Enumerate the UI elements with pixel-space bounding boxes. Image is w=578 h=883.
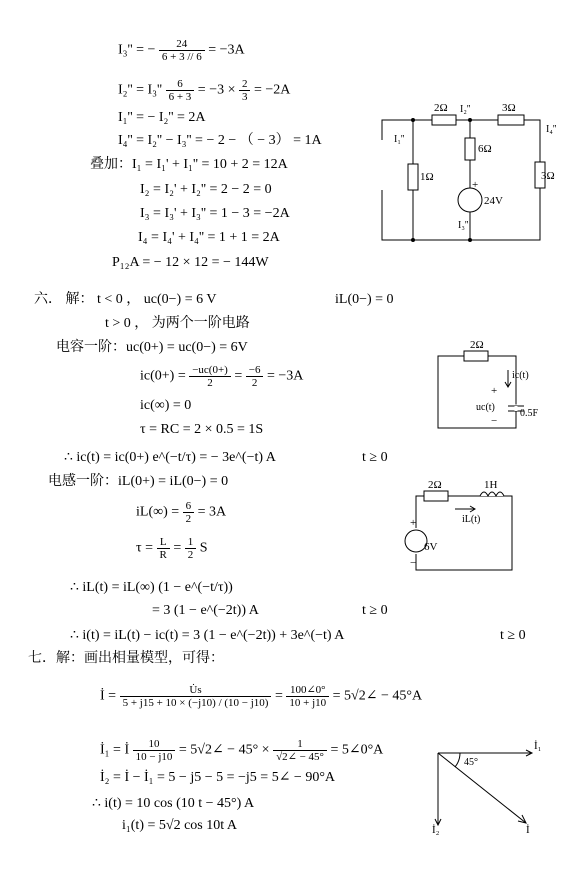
- resistor-3ohm-right-label: 3Ω: [541, 170, 555, 182]
- phasor-diagram: [430, 735, 560, 835]
- current-i1-label: I₁'': [394, 134, 405, 145]
- eq1-lhs: I₃'' = −: [118, 42, 156, 58]
- p6-line2: t > 0 ， 为两个一阶电路: [105, 316, 250, 331]
- p7-eqE: i₁(t) = 5√2 cos 10t A: [122, 818, 237, 833]
- rl-current-label: iL(t): [462, 514, 481, 525]
- phasor-i1-label: İ₁: [534, 740, 542, 752]
- p6-tau: τ = $\frac{L}{R}$ = $\frac{1}{2}$ S: [136, 536, 208, 561]
- p6-line12: = 3 (1 − e^(−2t)) A: [152, 603, 259, 618]
- eq-i4: I₄'' = I₂'' − I₃'' = − 2 − （ − 3） = 1A: [118, 133, 322, 148]
- p6-line12-cond: t ≥ 0: [362, 603, 388, 618]
- phasor-angle-label: 45°: [464, 757, 478, 768]
- p6-line13: ∴ i(t) = iL(t) − ic(t) = 3 (1 − e^(−2t)) + 3e^(−t) A: [70, 628, 345, 643]
- resistor-1ohm-label: 1Ω: [420, 171, 434, 183]
- rl-inductor-label: 1H: [484, 479, 498, 491]
- p7-eqC: İ₂ = İ − İ₁ = 5 − j5 − 5 = −j5 = 5∠ − 90°A: [100, 770, 336, 785]
- resistor-6ohm-label: 6Ω: [478, 143, 492, 155]
- p6-line7-cond: t ≥ 0: [362, 450, 388, 465]
- eq-superposition-i1: 叠加：I₁ = I₁' + I₁'' = 10 + 2 = 12A: [90, 157, 288, 172]
- p7-line1: 七．解：画出相量模型，可得：: [28, 651, 224, 666]
- eq-superposition-i2: I₂ = I₂' + I₂'' = 2 − 2 = 0: [140, 182, 272, 197]
- rc-current-label: ic(t): [512, 370, 529, 381]
- rl-source-label: 6V: [424, 541, 438, 553]
- current-i4-label: I₄'': [546, 124, 557, 135]
- rc-capacitor-label: 0.5F: [520, 408, 539, 419]
- circuit-diagram-rc: [436, 340, 556, 435]
- rc-voltage-label: uc(t): [476, 402, 495, 413]
- p6-line5: ic(∞) = 0: [140, 398, 192, 413]
- eq-superposition-i4: I₄ = I₄' + I₄'' = 1 + 1 = 2A: [138, 230, 280, 245]
- eq1-rhs: = −3A: [208, 42, 245, 58]
- rl-plus-label: +: [410, 517, 417, 529]
- resistor-2ohm-label: 2Ω: [434, 102, 448, 114]
- source-plus-label: +: [472, 179, 479, 191]
- rc-plus-label: +: [491, 385, 498, 397]
- p6-line1: 六． 解： t < 0 ， uc(0−) = 6 V: [34, 292, 217, 307]
- p7-eqB: İ₁ = İ $\frac{10}{10 - j10}$ = 5√2∠ − 45° × $\frac{1}{√2\angle - 45^\circ}$ = 5∠0°A: [100, 738, 384, 763]
- p6-line9: iL(∞) = $\frac{6}{2}$ = 3A: [136, 500, 227, 525]
- resistor-3ohm-top-label: 3Ω: [502, 102, 516, 114]
- p6-line11: ∴ iL(t) = iL(∞) (1 − e^(−t/τ)): [70, 580, 233, 595]
- rc-resistor-label: 2Ω: [470, 339, 484, 351]
- p6-line8: 电感一阶：iL(0+) = iL(0−) = 0: [48, 474, 229, 489]
- current-i3-label: I₃'': [458, 220, 469, 231]
- p6-line13-cond: t ≥ 0: [500, 628, 526, 643]
- eq-i3: [118, 38, 245, 63]
- eq1-fraction: $\frac{24}{6 + 3 // 6}$: [159, 38, 205, 63]
- p7-eqD: ∴ i(t) = 10 cos (10 t − 45°) A: [92, 796, 255, 811]
- phasor-i2-label: İ₂: [432, 824, 440, 836]
- source-24v-label: 24V: [484, 195, 503, 207]
- p7-eqA: İ = $\frac{U̇s}{5 + j15 + 10 \times (-j10) / (10 - j10)}$ = $\frac{100\angle 0^\circ}{10 + j10}$ = 5√2∠ − 45°A: [100, 684, 423, 709]
- rl-minus-label: −: [410, 557, 417, 569]
- eq-i1: I₁'' = − I₂'' = 2A: [118, 110, 206, 125]
- current-i2-label: I₂'': [460, 104, 471, 115]
- rc-minus-label: −: [491, 415, 498, 427]
- eq-power: P₁₂A = − 12 × 12 = − 144W: [112, 255, 269, 270]
- eq-superposition-i3: I₃ = I₃' + I₃'' = 1 − 3 = −2A: [140, 206, 290, 221]
- phasor-i-label: İ: [526, 824, 530, 836]
- p6-line7: ∴ ic(t) = ic(0+) e^(−t/τ) = − 3e^(−t) A: [64, 450, 276, 465]
- eq-i2: I₂'' = I₃'' $\frac{6}{6 + 3}$ = −3 × $\frac{2}{3}$ = −2A: [118, 78, 291, 103]
- circuit-diagram-rl: [400, 478, 530, 573]
- circuit-diagram-1: [380, 100, 560, 245]
- p6-line6: τ = RC = 2 × 0.5 = 1S: [140, 422, 264, 437]
- p6-ic0: ic(0+) = $\frac{-uc(0+)}{2}$ = $\frac{-6}{2}$ = −3A: [140, 364, 304, 389]
- rl-resistor-label: 2Ω: [428, 479, 442, 491]
- p6-line3: 电容一阶：uc(0+) = uc(0−) = 6V: [56, 340, 248, 355]
- p6-line1b: iL(0−) = 0: [335, 292, 394, 307]
